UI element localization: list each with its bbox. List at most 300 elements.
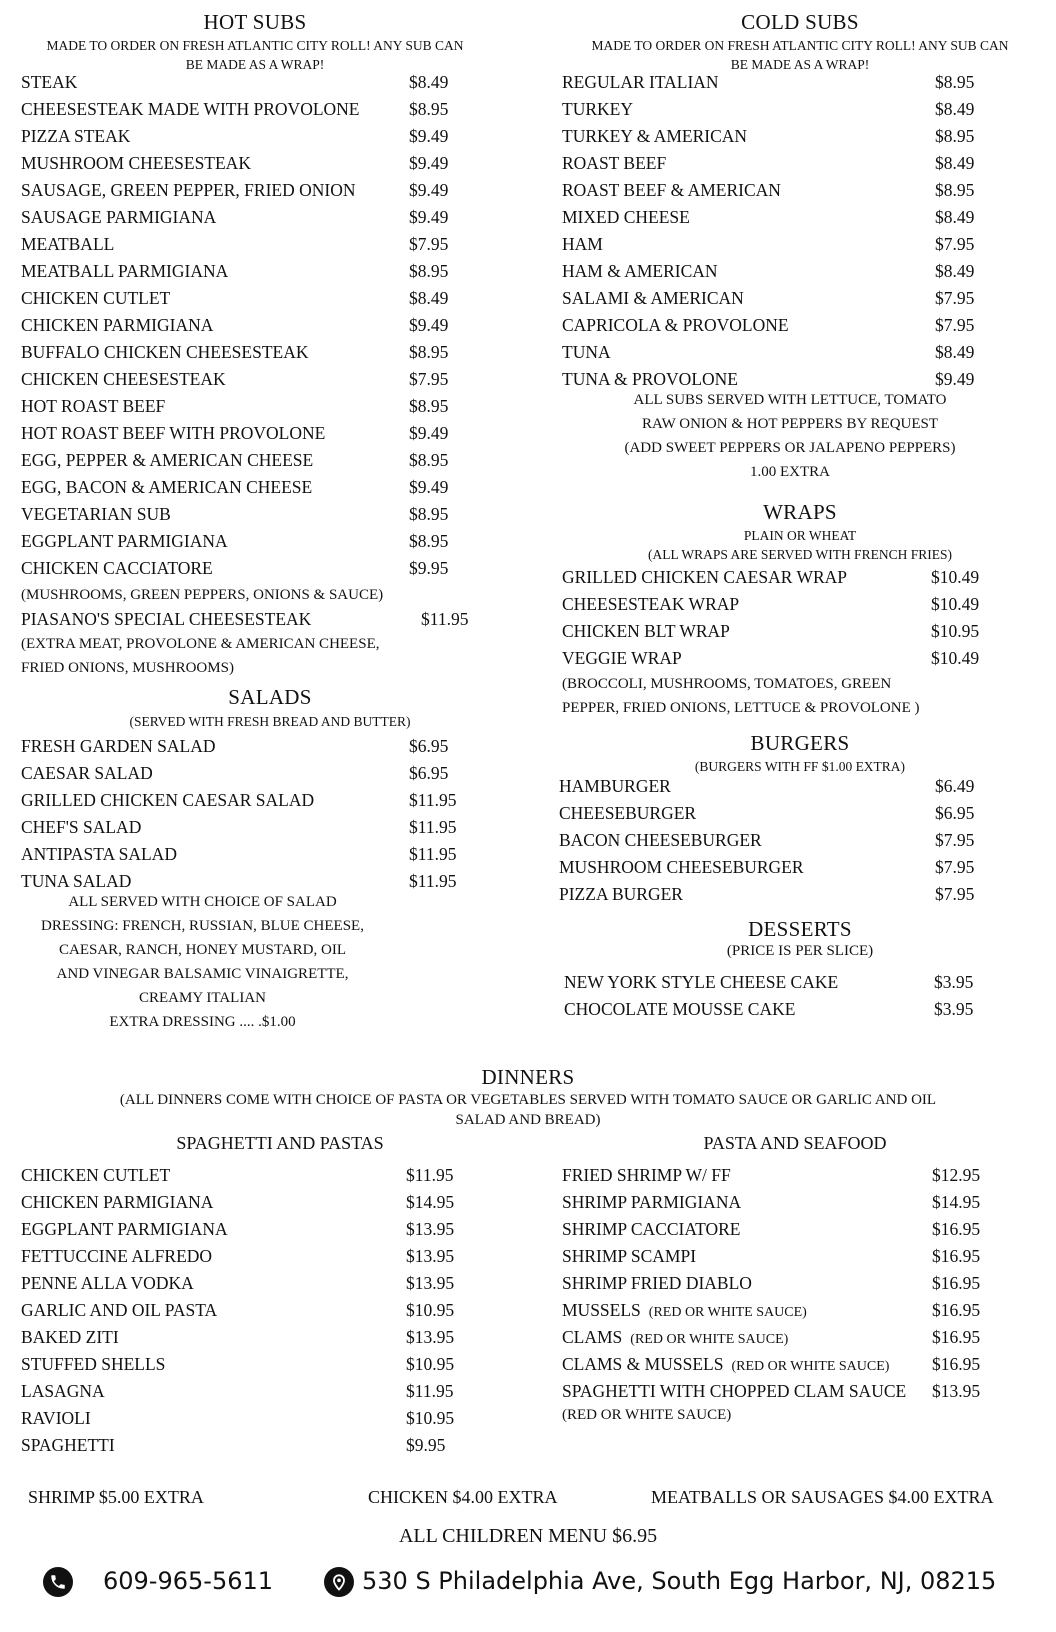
item-name: [21, 531, 228, 552]
item-name: [562, 1219, 740, 1240]
menu-item: [562, 153, 1022, 180]
dinners-subtitle: [0, 1090, 1056, 1130]
menu-item: [21, 450, 471, 477]
salads-note-line: AND VINEGAR BALSAMIC VINAIGRETTE,: [56, 966, 349, 982]
menu-item: [21, 99, 471, 126]
item-sauce-note: (RED OR WHITE SAUCE): [731, 1359, 890, 1374]
menu-item: [21, 288, 471, 315]
desserts-subtitle: (PRICE IS PER SLICE): [726, 943, 874, 959]
item-name: [21, 315, 213, 336]
item-price: $8.49: [935, 153, 975, 173]
menu-item: [21, 736, 471, 763]
item-name: [21, 72, 77, 93]
menu-item: [564, 999, 1019, 1026]
menu-item: [562, 180, 1022, 207]
item-name-text: SHRIMP FRIED DIABLO: [562, 1273, 752, 1293]
menu-item: [21, 1219, 481, 1246]
item-name-text: MEATBALL: [21, 234, 115, 254]
item-name: [21, 477, 312, 498]
salads-title: SALADS: [228, 685, 312, 709]
children-menu: ALL CHILDREN MENU $6.95: [398, 1525, 658, 1547]
menu-item: [562, 261, 1022, 288]
cold-subs-list: [562, 72, 1022, 396]
menu-item: [21, 369, 471, 396]
item-name-text: HOT ROAST BEEF WITH PROVOLONE: [21, 423, 326, 443]
item-price: $3.95: [934, 999, 974, 1019]
item-name: [562, 1381, 906, 1402]
item-name-text: ROAST BEEF & AMERICAN: [562, 180, 781, 200]
menu-item: [21, 72, 471, 99]
cold-subs-subtitle: [565, 36, 1035, 74]
salads-note-line: CREAMY ITALIAN: [139, 990, 266, 1006]
item-name: [562, 99, 633, 120]
wraps-subtitle-line1: PLAIN OR WHEAT: [743, 528, 857, 543]
item-name: [21, 234, 114, 255]
item-name-text: SPAGHETTI WITH CHOPPED CLAM SAUCE: [562, 1381, 907, 1401]
menu-item: [562, 621, 1022, 648]
item-name: [559, 857, 804, 878]
item-price: $9.49: [409, 423, 449, 443]
item-price: $8.95: [409, 531, 449, 551]
item-price: $9.49: [409, 477, 449, 497]
item-name: [564, 972, 838, 993]
wraps-subtitle: [570, 526, 1030, 564]
chicken-extra: CHICKEN $4.00 EXTRA: [368, 1487, 558, 1507]
burgers-subtitle: (BURGERS WITH FF $1.00 EXTRA): [694, 759, 906, 774]
dinners-subtitle-line1: (ALL DINNERS COME WITH CHOICE OF PASTA OR VEGETABLES SERVED WITH TOMATO SAUCE OR GARLIC AND OIL: [119, 1092, 937, 1108]
menu-item: [559, 830, 1019, 857]
menu-item: [559, 776, 1019, 803]
item-price: $16.95: [932, 1354, 981, 1374]
item-name: [562, 1300, 807, 1321]
item-name: [562, 621, 730, 642]
item-price: $13.95: [406, 1219, 455, 1239]
item-price: $9.95: [409, 558, 449, 578]
item-name: [562, 288, 744, 309]
item-price: $10.95: [931, 621, 980, 641]
item-name: [21, 396, 165, 417]
item-price: $13.95: [406, 1273, 455, 1293]
item-name-text: EGG, PEPPER & AMERICAN CHEESE: [21, 450, 314, 470]
hot-subs-title: HOT SUBS: [203, 10, 307, 34]
desserts-title: DESSERTS: [748, 917, 852, 941]
item-price: $8.49: [409, 72, 449, 92]
item-sauce-note: (RED OR WHITE SAUCE): [630, 1332, 789, 1347]
item-price: $6.95: [409, 736, 449, 756]
item-name-text: MUSHROOM CHEESEBURGER: [559, 857, 804, 877]
wraps-subtitle-line2: (ALL WRAPS ARE SERVED WITH FRENCH FRIES): [648, 547, 952, 562]
item-name-text: CHICKEN PARMIGIANA: [21, 1192, 214, 1212]
item-name: [564, 999, 795, 1020]
cacciatore-description: (MUSHROOMS, GREEN PEPPERS, ONIONS & SAUCE): [21, 587, 384, 603]
menu-item: [21, 153, 471, 180]
item-price: $6.95: [409, 763, 449, 783]
item-price: $8.95: [409, 261, 449, 281]
item-name-text: TURKEY & AMERICAN: [562, 126, 748, 146]
item-name: [21, 1246, 212, 1267]
item-price: $8.49: [935, 99, 975, 119]
item-name-text: EGGPLANT PARMIGIANA: [21, 531, 228, 551]
item-name-text: SAUSAGE, GREEN PEPPER, FRIED ONION: [21, 180, 356, 200]
menu-item: [21, 1273, 481, 1300]
item-name: [562, 648, 682, 669]
cold-subs-title: COLD SUBS: [741, 10, 859, 34]
veggie-wrap-description: [562, 672, 920, 720]
menu-item: [21, 1327, 481, 1354]
item-name-text: CHEESESTEAK WRAP: [562, 594, 740, 614]
item-name: [562, 126, 747, 147]
item-price: $14.95: [932, 1192, 981, 1212]
item-price: $16.95: [932, 1246, 981, 1266]
item-name-text: CHICKEN CUTLET: [21, 1165, 171, 1185]
item-price: $11.95: [409, 871, 457, 891]
desserts-list: [564, 972, 1019, 1026]
dinners-title: DINNERS: [481, 1065, 575, 1089]
item-name: PIASANO'S SPECIAL CHEESESTEAK: [21, 609, 312, 629]
item-price: $8.95: [409, 342, 449, 362]
item-price: $7.95: [935, 884, 975, 904]
menu-item: [21, 126, 471, 153]
item-price: $10.95: [406, 1408, 455, 1428]
menu-item: [562, 207, 1022, 234]
item-name-text: SHRIMP PARMIGIANA: [562, 1192, 742, 1212]
menu-item: [21, 1192, 481, 1219]
cold-subs-note-line: (ADD SWEET PEPPERS OR JALAPENO PEPPERS): [624, 440, 956, 456]
cold-subs-note-line: ALL SUBS SERVED WITH LETTUCE, TOMATO: [633, 392, 947, 408]
item-name: [562, 369, 738, 390]
item-name: [562, 207, 690, 228]
menu-item: [562, 567, 1022, 594]
item-name-text: MUSHROOM CHEESESTEAK: [21, 153, 251, 173]
item-name: [21, 342, 308, 363]
item-name-text: MUSSELS: [562, 1300, 641, 1320]
pasta-section-title: SPAGHETTI AND PASTAS: [176, 1133, 384, 1153]
item-name-text: SHRIMP SCAMPI: [562, 1246, 697, 1266]
item-price: $6.95: [935, 803, 975, 823]
item-sauce-note: (RED OR WHITE SAUCE): [648, 1305, 807, 1320]
menu-item: [21, 504, 471, 531]
menu-item: [562, 1273, 1022, 1300]
item-price: $7.95: [935, 234, 975, 254]
item-name: [21, 1300, 217, 1321]
menu-item: [562, 342, 1022, 369]
item-name: [562, 1273, 752, 1294]
meatballs-extra: MEATBALLS OR SAUSAGES $4.00 EXTRA: [651, 1487, 994, 1507]
item-name: [559, 830, 762, 851]
clam-sauce-description: (RED OR WHITE SAUCE): [562, 1407, 732, 1423]
item-name-text: HAMBURGER: [559, 776, 671, 796]
item-name: [562, 594, 739, 615]
item-price: $11.95: [421, 609, 469, 629]
item-name-text: GRILLED CHICKEN CAESAR SALAD: [21, 790, 315, 810]
menu-item: [559, 884, 1019, 911]
item-price: $6.49: [935, 776, 975, 796]
address: 530 S Philadelphia Ave, South Egg Harbor, NJ, 08215: [362, 1567, 997, 1595]
item-name: [21, 207, 216, 228]
item-name: [562, 342, 611, 363]
menu-item: [21, 396, 471, 423]
item-name-text: ANTIPASTA SALAD: [21, 844, 177, 864]
menu-item: [21, 1165, 481, 1192]
item-name: [562, 567, 847, 588]
item-price: $8.49: [935, 261, 975, 281]
menu-item: [562, 288, 1022, 315]
item-name-text: EGG, BACON & AMERICAN CHEESE: [21, 477, 313, 497]
item-name-text: REGULAR ITALIAN: [562, 72, 719, 92]
item-name: [21, 369, 226, 390]
burgers-title: BURGERS: [750, 731, 850, 755]
location-pin-icon: [324, 1567, 354, 1597]
item-price: $13.95: [406, 1246, 455, 1266]
item-name-text: HAM: [562, 234, 603, 254]
item-price: $9.49: [935, 369, 975, 389]
dinners-subtitle-line2: SALAD AND BREAD): [455, 1112, 601, 1128]
item-price: $8.95: [409, 99, 449, 119]
salads-note-line: CAESAR, RANCH, HONEY MUSTARD, OIL: [58, 942, 346, 958]
item-name-text: NEW YORK STYLE CHEESE CAKE: [564, 972, 839, 992]
menu-item: [562, 1192, 1022, 1219]
menu-item: [564, 972, 1019, 999]
item-price: $3.95: [934, 972, 974, 992]
menu-item: [562, 1219, 1022, 1246]
item-price: $8.95: [409, 396, 449, 416]
item-name: [21, 844, 177, 865]
item-price: $8.49: [409, 288, 449, 308]
cold-subs-note-line: 1.00 EXTRA: [750, 464, 830, 480]
item-name: [21, 790, 314, 811]
item-price: $8.95: [935, 180, 975, 200]
item-price: $9.49: [409, 207, 449, 227]
hot-subs-list: [21, 72, 471, 585]
item-price: $7.95: [409, 234, 449, 254]
item-name: [21, 1219, 228, 1240]
item-name-text: CHICKEN CUTLET: [21, 288, 171, 308]
menu-item: [21, 531, 471, 558]
item-price: $11.95: [406, 1381, 454, 1401]
item-name-text: CHOCOLATE MOUSSE CAKE: [564, 999, 796, 1019]
hot-subs-subtitle: [20, 36, 490, 74]
menu-item: [21, 1381, 481, 1408]
item-name-text: CHICKEN BLT WRAP: [562, 621, 730, 641]
menu-item: [21, 1300, 481, 1327]
item-price: $10.49: [931, 567, 980, 587]
item-price: $8.49: [935, 342, 975, 362]
item-name: [562, 72, 719, 93]
item-name-text: MIXED CHEESE: [562, 207, 690, 227]
menu-item: [21, 315, 471, 342]
item-name-text: GRILLED CHICKEN CAESAR WRAP: [562, 567, 848, 587]
item-name-text: FETTUCCINE ALFREDO: [21, 1246, 213, 1266]
item-price: $16.95: [932, 1219, 981, 1239]
item-price: $8.95: [935, 126, 975, 146]
menu-item: [21, 423, 471, 450]
item-name: [21, 450, 313, 471]
item-name-text: LASAGNA: [21, 1381, 105, 1401]
item-name: [21, 423, 325, 444]
salads-notes: [20, 890, 385, 1034]
item-name-text: TUNA: [562, 342, 611, 362]
item-price: $7.95: [935, 288, 975, 308]
wraps-title: WRAPS: [763, 500, 837, 524]
item-name-text: TUNA & PROVOLONE: [562, 369, 738, 389]
item-name-text: BUFFALO CHICKEN CHEESESTEAK: [21, 342, 309, 362]
item-name: [21, 1165, 170, 1186]
menu-item: [559, 857, 1019, 884]
veggie-wrap-description-line1: (BROCCOLI, MUSHROOMS, TOMATOES, GREEN: [562, 676, 892, 692]
item-name-text: FRIED SHRIMP W/ FF: [562, 1165, 731, 1185]
item-name: [21, 736, 215, 757]
item-name-text: CAPRICOLA & PROVOLONE: [562, 315, 789, 335]
item-name: [562, 1165, 731, 1186]
menu-item: [21, 763, 471, 790]
burgers-list: [559, 776, 1019, 911]
cold-subs-notes: [600, 388, 980, 484]
item-name-text: CHICKEN CACCIATORE: [21, 558, 213, 578]
item-price: $8.95: [409, 450, 449, 470]
menu-item: [21, 1408, 481, 1435]
item-price: $10.95: [406, 1300, 455, 1320]
item-price: $9.49: [409, 180, 449, 200]
item-name: [21, 558, 213, 579]
item-name: [559, 803, 696, 824]
item-name: [21, 1273, 194, 1294]
item-name: [562, 180, 781, 201]
menu-item: [562, 1246, 1022, 1273]
menu-item: [562, 594, 1022, 621]
item-name: [21, 1192, 213, 1213]
item-price: $7.95: [935, 315, 975, 335]
item-price: $10.49: [931, 594, 980, 614]
item-price: $9.49: [409, 315, 449, 335]
cold-subs-subtitle-line1: MADE TO ORDER ON FRESH ATLANTIC CITY ROLL! ANY SUB CAN: [591, 38, 1009, 53]
item-name-text: PIZZA STEAK: [21, 126, 131, 146]
item-name-text: CHICKEN PARMIGIANA: [21, 315, 214, 335]
special-description-line1: (EXTRA MEAT, PROVOLONE & AMERICAN CHEESE,: [21, 636, 380, 652]
phone-icon: [43, 1567, 73, 1597]
item-name-text: CHEESEBURGER: [559, 803, 697, 823]
menu-item: [21, 817, 471, 844]
item-price: $10.95: [406, 1354, 455, 1374]
menu-item: [21, 844, 471, 871]
menu-item: [21, 790, 471, 817]
item-name-text: CHEESESTEAK MADE WITH PROVOLONE: [21, 99, 360, 119]
item-price: $16.95: [932, 1327, 981, 1347]
item-name: [562, 1327, 788, 1348]
menu-item: [21, 234, 471, 261]
item-name: [21, 288, 170, 309]
item-name-text: PIZZA BURGER: [559, 884, 683, 904]
hot-subs-subtitle-line1: MADE TO ORDER ON FRESH ATLANTIC CITY ROLL! ANY SUB CAN: [46, 38, 464, 53]
menu-item: [21, 558, 471, 585]
item-price: $11.95: [409, 817, 457, 837]
item-name: [21, 1327, 119, 1348]
item-price: $11.95: [409, 844, 457, 864]
item-name: [21, 1408, 91, 1429]
menu-item: [562, 126, 1022, 153]
item-name-text: SHRIMP CACCIATORE: [562, 1219, 741, 1239]
salads-note-line: ALL SERVED WITH CHOICE OF SALAD: [68, 894, 337, 910]
menu-item: [562, 1300, 1022, 1327]
item-price: $7.95: [935, 830, 975, 850]
menu-item: [21, 477, 471, 504]
item-price: $9.95: [406, 1435, 446, 1455]
pasta-list: [21, 1165, 481, 1462]
item-name-text: CAESAR SALAD: [21, 763, 153, 783]
menu-item: [21, 261, 471, 288]
item-name-text: EGGPLANT PARMIGIANA: [21, 1219, 228, 1239]
item-name-text: GARLIC AND OIL PASTA: [21, 1300, 218, 1320]
item-name: [21, 1354, 165, 1375]
menu-item: [562, 1354, 1022, 1381]
menu-item: [21, 207, 471, 234]
menu-item: [21, 1246, 481, 1273]
item-name: [21, 1435, 115, 1456]
item-price: $8.49: [935, 207, 975, 227]
item-name-text: CHEF'S SALAD: [21, 817, 142, 837]
veggie-wrap-description-line2: PEPPER, FRIED ONIONS, LETTUCE & PROVOLONE ): [562, 700, 920, 716]
item-price: $7.95: [935, 857, 975, 877]
item-price: $10.49: [931, 648, 980, 668]
seafood-list: [562, 1165, 1022, 1408]
item-name-text: PENNE ALLA VODKA: [21, 1273, 194, 1293]
item-price: $14.95: [406, 1192, 455, 1212]
phone-number[interactable]: 609-965-5611: [103, 1567, 274, 1595]
item-name-text: BAKED ZITI: [21, 1327, 119, 1347]
item-name: [21, 871, 131, 892]
item-name: [21, 504, 171, 525]
item-name-text: SPAGHETTI: [21, 1435, 115, 1455]
wraps-list: [562, 567, 1022, 675]
item-name-text: RAVIOLI: [21, 1408, 91, 1428]
item-price: $9.49: [409, 153, 449, 173]
item-price: $13.95: [932, 1381, 981, 1401]
item-name: [562, 1192, 741, 1213]
hot-subs-subtitle-line2: BE MADE AS A WRAP!: [185, 57, 325, 72]
item-name-text: SALAMI & AMERICAN: [562, 288, 744, 308]
menu-item: [21, 1354, 481, 1381]
item-name-text: VEGGIE WRAP: [562, 648, 682, 668]
item-name-text: CLAMS: [562, 1327, 623, 1347]
menu-item: [562, 72, 1022, 99]
menu-item: [21, 342, 471, 369]
item-name-text: TUNA SALAD: [21, 871, 132, 891]
item-price: $8.95: [409, 504, 449, 524]
item-name-text: TURKEY: [562, 99, 633, 119]
item-name-text: VEGETARIAN SUB: [21, 504, 171, 524]
item-name: [21, 261, 228, 282]
item-name: [562, 1246, 696, 1267]
item-name: [21, 99, 359, 120]
item-name-text: CLAMS & MUSSELS: [562, 1354, 724, 1374]
item-name-text: HOT ROAST BEEF: [21, 396, 166, 416]
item-price: $12.95: [932, 1165, 981, 1185]
item-price: $16.95: [932, 1300, 981, 1320]
menu-item: [21, 1435, 481, 1462]
item-name: [562, 261, 718, 282]
cold-subs-note-line: RAW ONION & HOT PEPPERS BY REQUEST: [641, 416, 939, 432]
item-name: [559, 884, 683, 905]
item-name: [559, 776, 671, 797]
special-description: [21, 632, 379, 680]
item-price: $7.95: [409, 369, 449, 389]
item-name-text: ROAST BEEF: [562, 153, 667, 173]
item-name-text: HAM & AMERICAN: [562, 261, 718, 281]
cold-subs-subtitle-line2: BE MADE AS A WRAP!: [730, 57, 870, 72]
salads-subtitle: (SERVED WITH FRESH BREAD AND BUTTER): [129, 714, 411, 729]
salads-list: [21, 736, 471, 898]
item-name-text: BACON CHEESEBURGER: [559, 830, 762, 850]
item-price: $13.95: [406, 1327, 455, 1347]
